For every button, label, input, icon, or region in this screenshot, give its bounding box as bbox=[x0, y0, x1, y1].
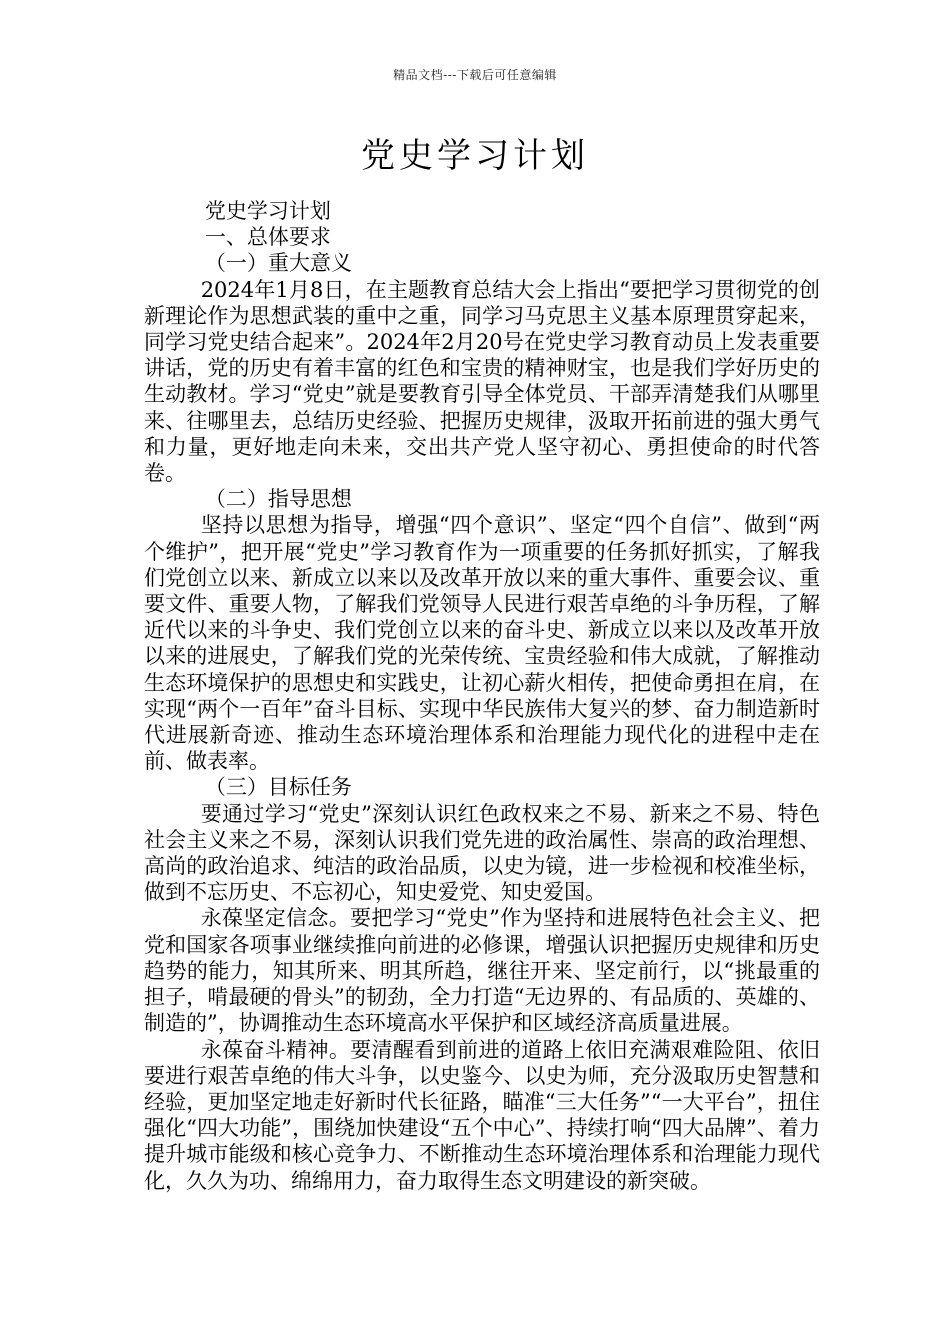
subsection-heading: （一）重大意义 bbox=[204, 251, 352, 276]
body-paragraph: 2024年1月8日，在主题教育总结大会上指出“要把学习贯彻党的创新理论作为思想武装的重中之重，同学习马克思主义基本原理贯穿起来，同学习党史结合起来”。2024年2月20号在党史学习教育动员上发表重要讲话，党的历史有着丰富的红色和宝贵的精神财宝，也是我们学好历史的生动教材。学习“党史”就是要教育引导全体党员、干部弄清楚我们从哪里来、往哪里去，总结历史经验、把握历史规律，汲取开拓前进的强大勇气和力量，更好地走向未来，交出共产党人坚守初心、勇担使命的时代答卷。 bbox=[144, 277, 820, 486]
document-body bbox=[144, 198, 820, 1194]
body-paragraph: 坚持以思想为指导，增强“四个意识”、坚定“四个自信”、做到“两个维护”，把开展“党史”学习教育作为一项重要的任务抓好抓实，了解我们党创立以来、新成立以来以及改革开放以来的重大事件、重要会议、重要文件、重要人物，了解我们党领导人民进行艰苦卓绝的斗争历程，了解近代以来的斗争史、我们党创立以来的奋斗史、新成立以来以及改革开放以来的进展史，了解我们党的光荣传统、宝贵经验和伟大成就，了解推动生态环境保护的思想史和实践史，让初心薪火相传，把使命勇担在肩，在实现“两个一百年”奋斗目标、实现中华民族伟大复兴的梦、奋力制造新时代进展新奇迹、推动生态环境治理体系和治理能力现代化的进程中走在前、做表率。 bbox=[144, 513, 820, 774]
document-title: 党史学习计划 bbox=[361, 136, 589, 176]
header-note: 精品文档---下载后可任意编辑 bbox=[393, 68, 557, 82]
subsection-heading: （二）指导思想 bbox=[204, 487, 352, 512]
subsection-heading: （三）目标任务 bbox=[204, 775, 352, 800]
body-heading: 党史学习计划 bbox=[204, 199, 331, 223]
body-paragraph: 永葆坚定信念。要把学习“党史”作为坚持和进展特色社会主义、把党和国家各项事业继续推向前进的必修课，增强认识把握历史规律和历史趋势的能力，知其所来、明其所趋，继往开来、坚定前行，以“挑最重的担子，啃最硬的骨头”的韧劲，全力打造“无边界的、有品质的、英雄的、制造的”，协调推动生态环境高水平保护和区域经济高质量进展。 bbox=[144, 906, 820, 1036]
body-paragraph: 要通过学习“党史”深刻认识红色政权来之不易、新来之不易、特色社会主义来之不易，深刻认识我们党先进的政治属性、崇高的政治理想、高尚的政治追求、纯洁的政治品质，以史为镜，进一步检视和校准坐标，做到不忘历史、不忘初心，知史爱党、知史爱国。 bbox=[144, 801, 820, 905]
body-paragraph: 永葆奋斗精神。要清醒看到前进的道路上依旧充满艰难险阻、依旧要进行艰苦卓绝的伟大斗争，以史鉴今、以史为师，充分汲取历史智慧和经验，更加坚定地走好新时代长征路，瞄准“三大任务”“一大平台”，扭住强化“四大功能”，围绕加快建设“五个中心”、持续打响“四大品牌”、着力提升城市能级和核心竞争力、不断推动生态环境治理体系和治理能力现代化，久久为功、绵绵用力，奋力取得生态文明建设的新突破。 bbox=[144, 1037, 820, 1193]
section-heading: 一、总体要求 bbox=[204, 225, 331, 250]
